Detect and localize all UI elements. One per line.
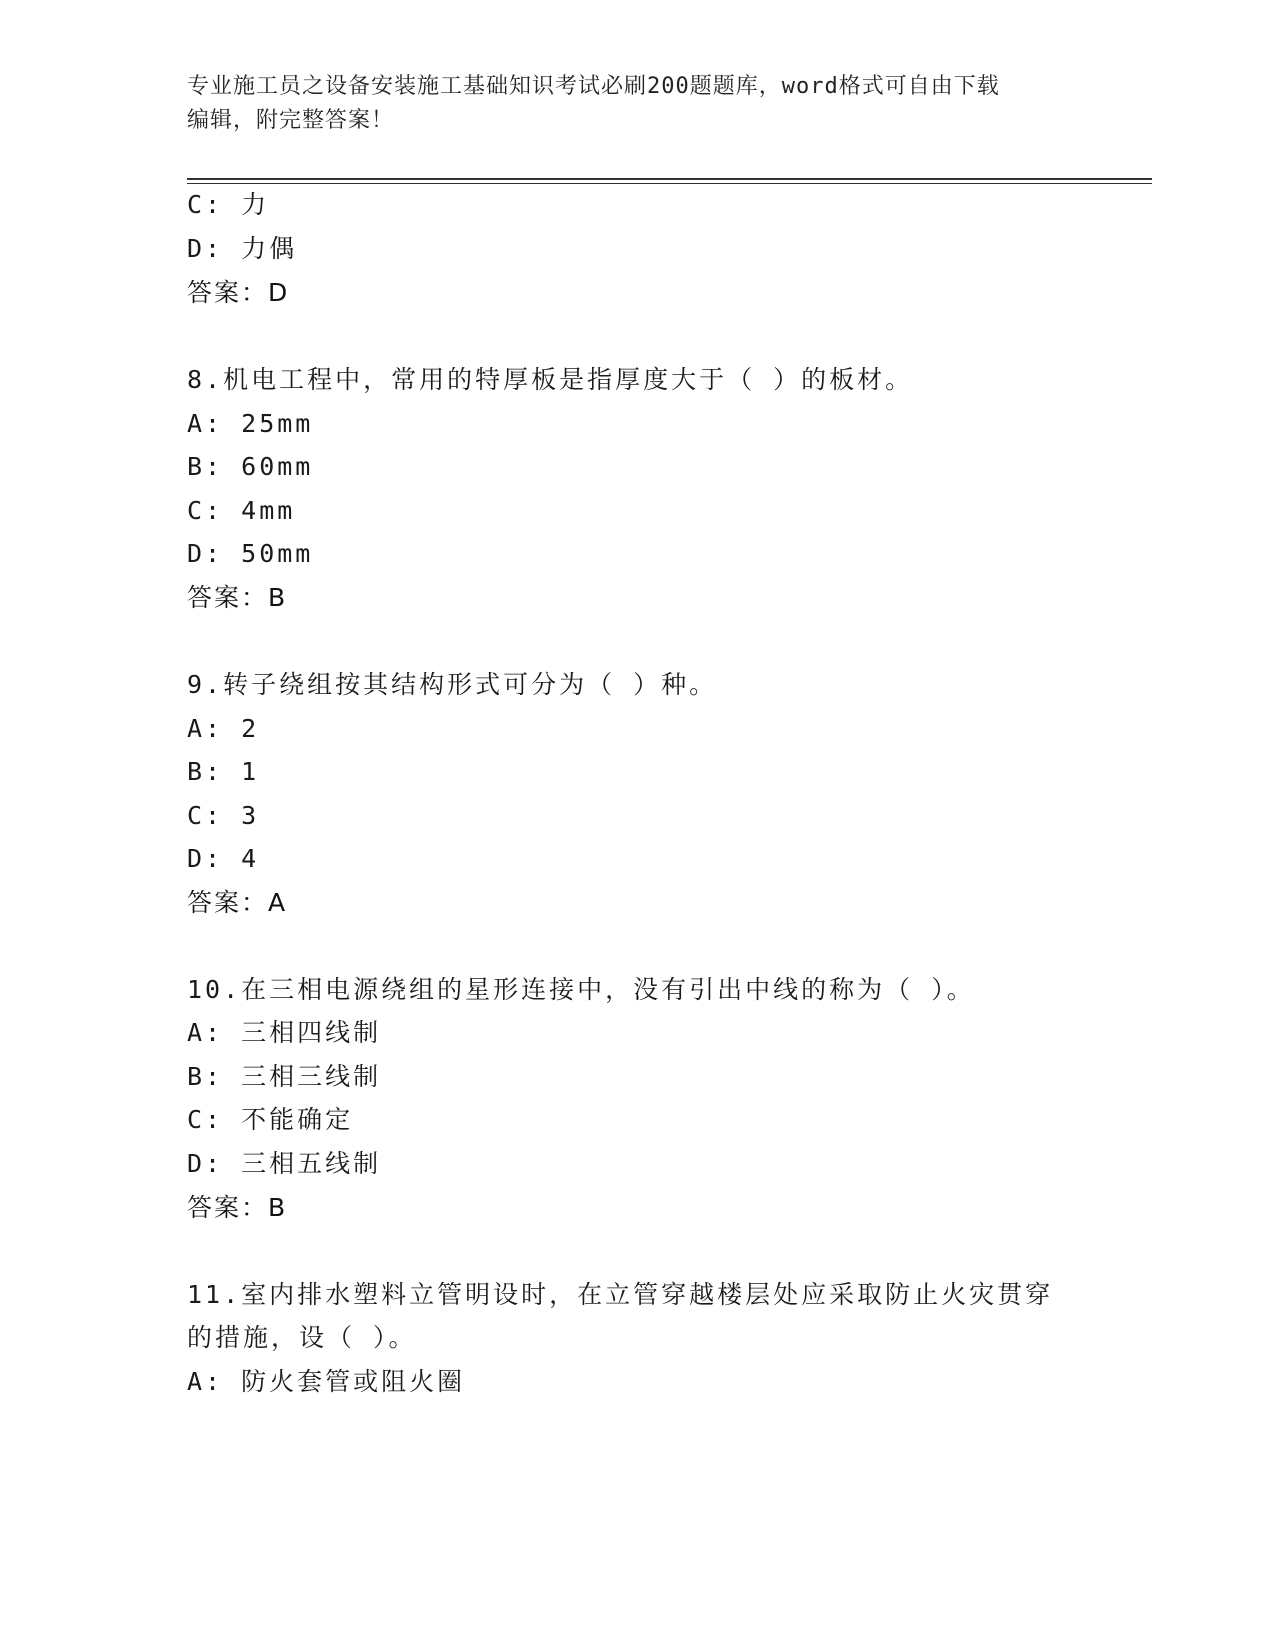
q9-option-b: B: 1 — [187, 757, 260, 786]
q7-answer: 答案：D — [187, 278, 290, 307]
q9-answer: 答案：A — [187, 888, 288, 917]
header-title-line-2: 编辑，附完整答案！ — [187, 108, 395, 133]
header-divider-thick — [187, 178, 1152, 180]
q10-option-d: D: 三相五线制 — [187, 1149, 382, 1178]
q8-option-b: B: 60mm — [187, 452, 314, 481]
header-divider-thin — [187, 183, 1152, 184]
q7-option-c: C: 力 — [187, 190, 270, 219]
q8-option-d: D: 50mm — [187, 539, 314, 568]
header-title-line-1: 专业施工员之设备安装施工基础知识考试必刷200题题库，word格式可自由下载 — [187, 74, 1000, 99]
q9-option-c: C: 3 — [187, 801, 260, 830]
q11-option-a: A: 防火套管或阻火圈 — [187, 1367, 466, 1396]
q11-question-line-2: 的措施，设（ ）。 — [187, 1323, 417, 1352]
q8-option-c: C: 4mm — [187, 496, 296, 525]
q8-answer: 答案：B — [187, 583, 288, 612]
q10-option-c: C: 不能确定 — [187, 1105, 354, 1134]
document-header — [187, 70, 1087, 138]
q9-option-a: A: 2 — [187, 714, 260, 743]
q10-question: 10.在三相电源绕组的星形连接中，没有引出中线的称为（ ）。 — [187, 975, 975, 1004]
q7-option-d: D: 力偶 — [187, 234, 298, 263]
q8-question: 8.机电工程中，常用的特厚板是指厚度大于（ ）的板材。 — [187, 365, 914, 394]
q10-answer: 答案：B — [187, 1193, 288, 1222]
q10-option-a: A: 三相四线制 — [187, 1018, 382, 1047]
q8-option-a: A: 25mm — [187, 409, 314, 438]
q9-question: 9.转子绕组按其结构形式可分为（ ）种。 — [187, 670, 718, 699]
q10-option-b: B: 三相三线制 — [187, 1062, 382, 1091]
q9-option-d: D: 4 — [187, 844, 260, 873]
q11-question-line-1: 11.室内排水塑料立管明设时，在立管穿越楼层处应采取防止火灾贯穿 — [187, 1280, 1054, 1309]
